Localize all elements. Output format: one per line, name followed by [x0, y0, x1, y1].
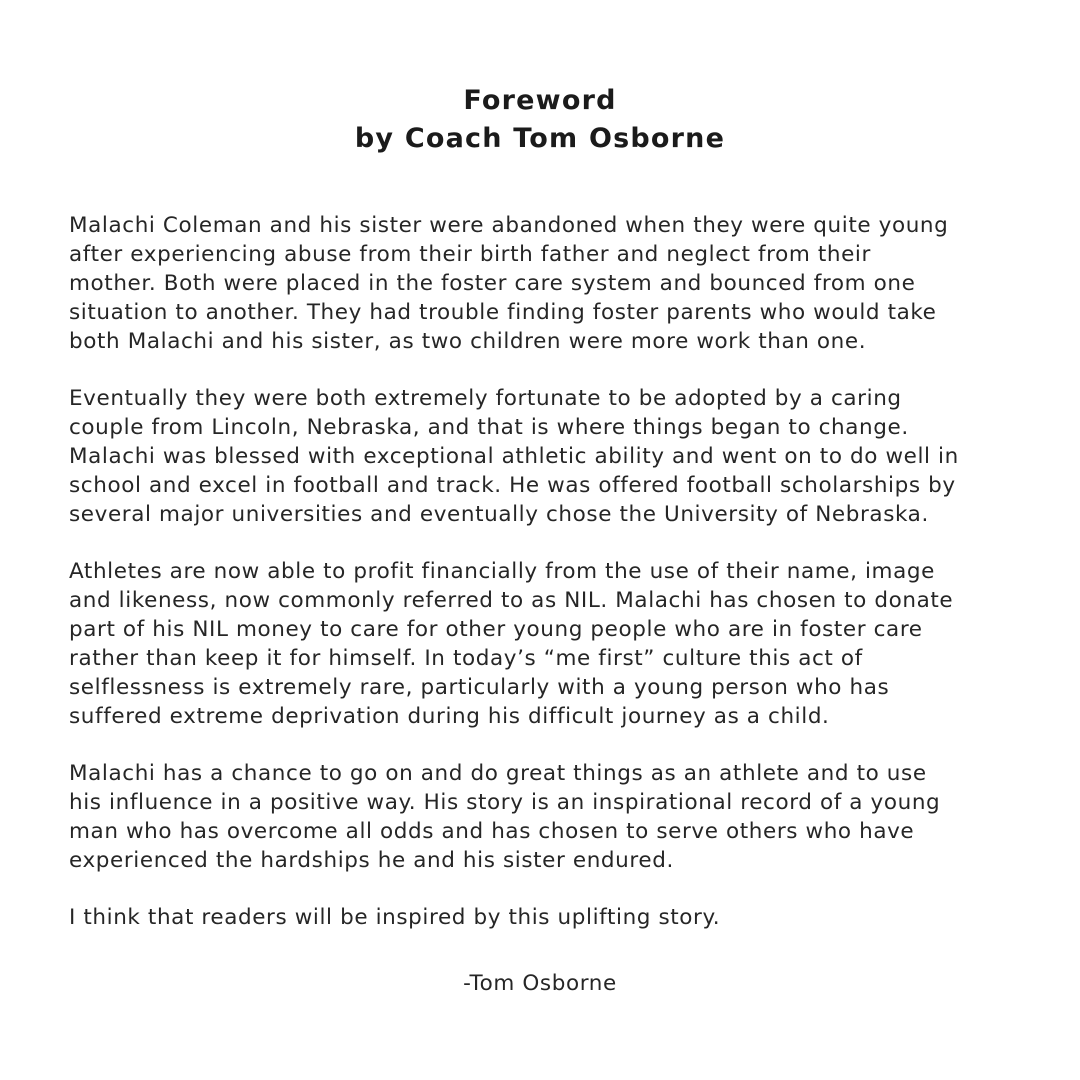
foreword-body — [69, 211, 1019, 960]
paragraph-line: and likeness, now commonly referred to as NIL. Malachi has chosen to donate — [69, 588, 954, 613]
paragraph-1 — [69, 211, 1019, 356]
paragraph-line: Malachi has a chance to go on and do great things as an athlete and to use — [69, 761, 927, 786]
paragraph-line: mother. Both were placed in the foster care system and bounced from one — [69, 271, 916, 296]
heading-block — [0, 82, 1080, 158]
paragraph-5 — [69, 903, 1019, 932]
paragraph-line: several major universities and eventually chose the University of Nebraska. — [69, 502, 929, 527]
page-byline: by Coach Tom Osborne — [354, 123, 726, 154]
paragraph-line: school and excel in football and track. He was offered football scholarships by — [69, 473, 956, 498]
paragraph-3 — [69, 557, 1019, 731]
paragraph-line: I think that readers will be inspired by this uplifting story. — [69, 905, 721, 930]
paragraph-line: couple from Lincoln, Nebraska, and that is where things began to change. — [69, 415, 909, 440]
paragraph-line: Malachi Coleman and his sister were abandoned when they were quite young — [69, 213, 949, 238]
paragraph-line: selflessness is extremely rare, particularly with a young person who has — [69, 675, 890, 700]
paragraph-line: experienced the hardships he and his sister endured. — [69, 848, 674, 873]
paragraph-4 — [69, 759, 1019, 875]
paragraph-line: man who has overcome all odds and has chosen to serve others who have — [69, 819, 915, 844]
page-title: Foreword — [463, 85, 617, 116]
paragraph-line: Eventually they were both extremely fortunate to be adopted by a caring — [69, 386, 902, 411]
paragraph-line: Athletes are now able to profit financially from the use of their name, image — [69, 559, 935, 584]
paragraph-line: situation to another. They had trouble finding foster parents who would take — [69, 300, 937, 325]
paragraph-line: part of his NIL money to care for other young people who are in foster care — [69, 617, 923, 642]
paragraph-line: after experiencing abuse from their birth father and neglect from their — [69, 242, 871, 267]
paragraph-line: his influence in a positive way. His story is an inspirational record of a young — [69, 790, 941, 815]
signature: -Tom Osborne — [463, 971, 617, 996]
paragraph-2 — [69, 384, 1019, 529]
paragraph-line: rather than keep it for himself. In today’s “me first” culture this act of — [69, 646, 863, 671]
paragraph-line: suffered extreme deprivation during his difficult journey as a child. — [69, 704, 830, 729]
paragraph-line: Malachi was blessed with exceptional athletic ability and went on to do well in — [69, 444, 959, 469]
paragraph-line: both Malachi and his sister, as two children were more work than one. — [69, 329, 867, 354]
